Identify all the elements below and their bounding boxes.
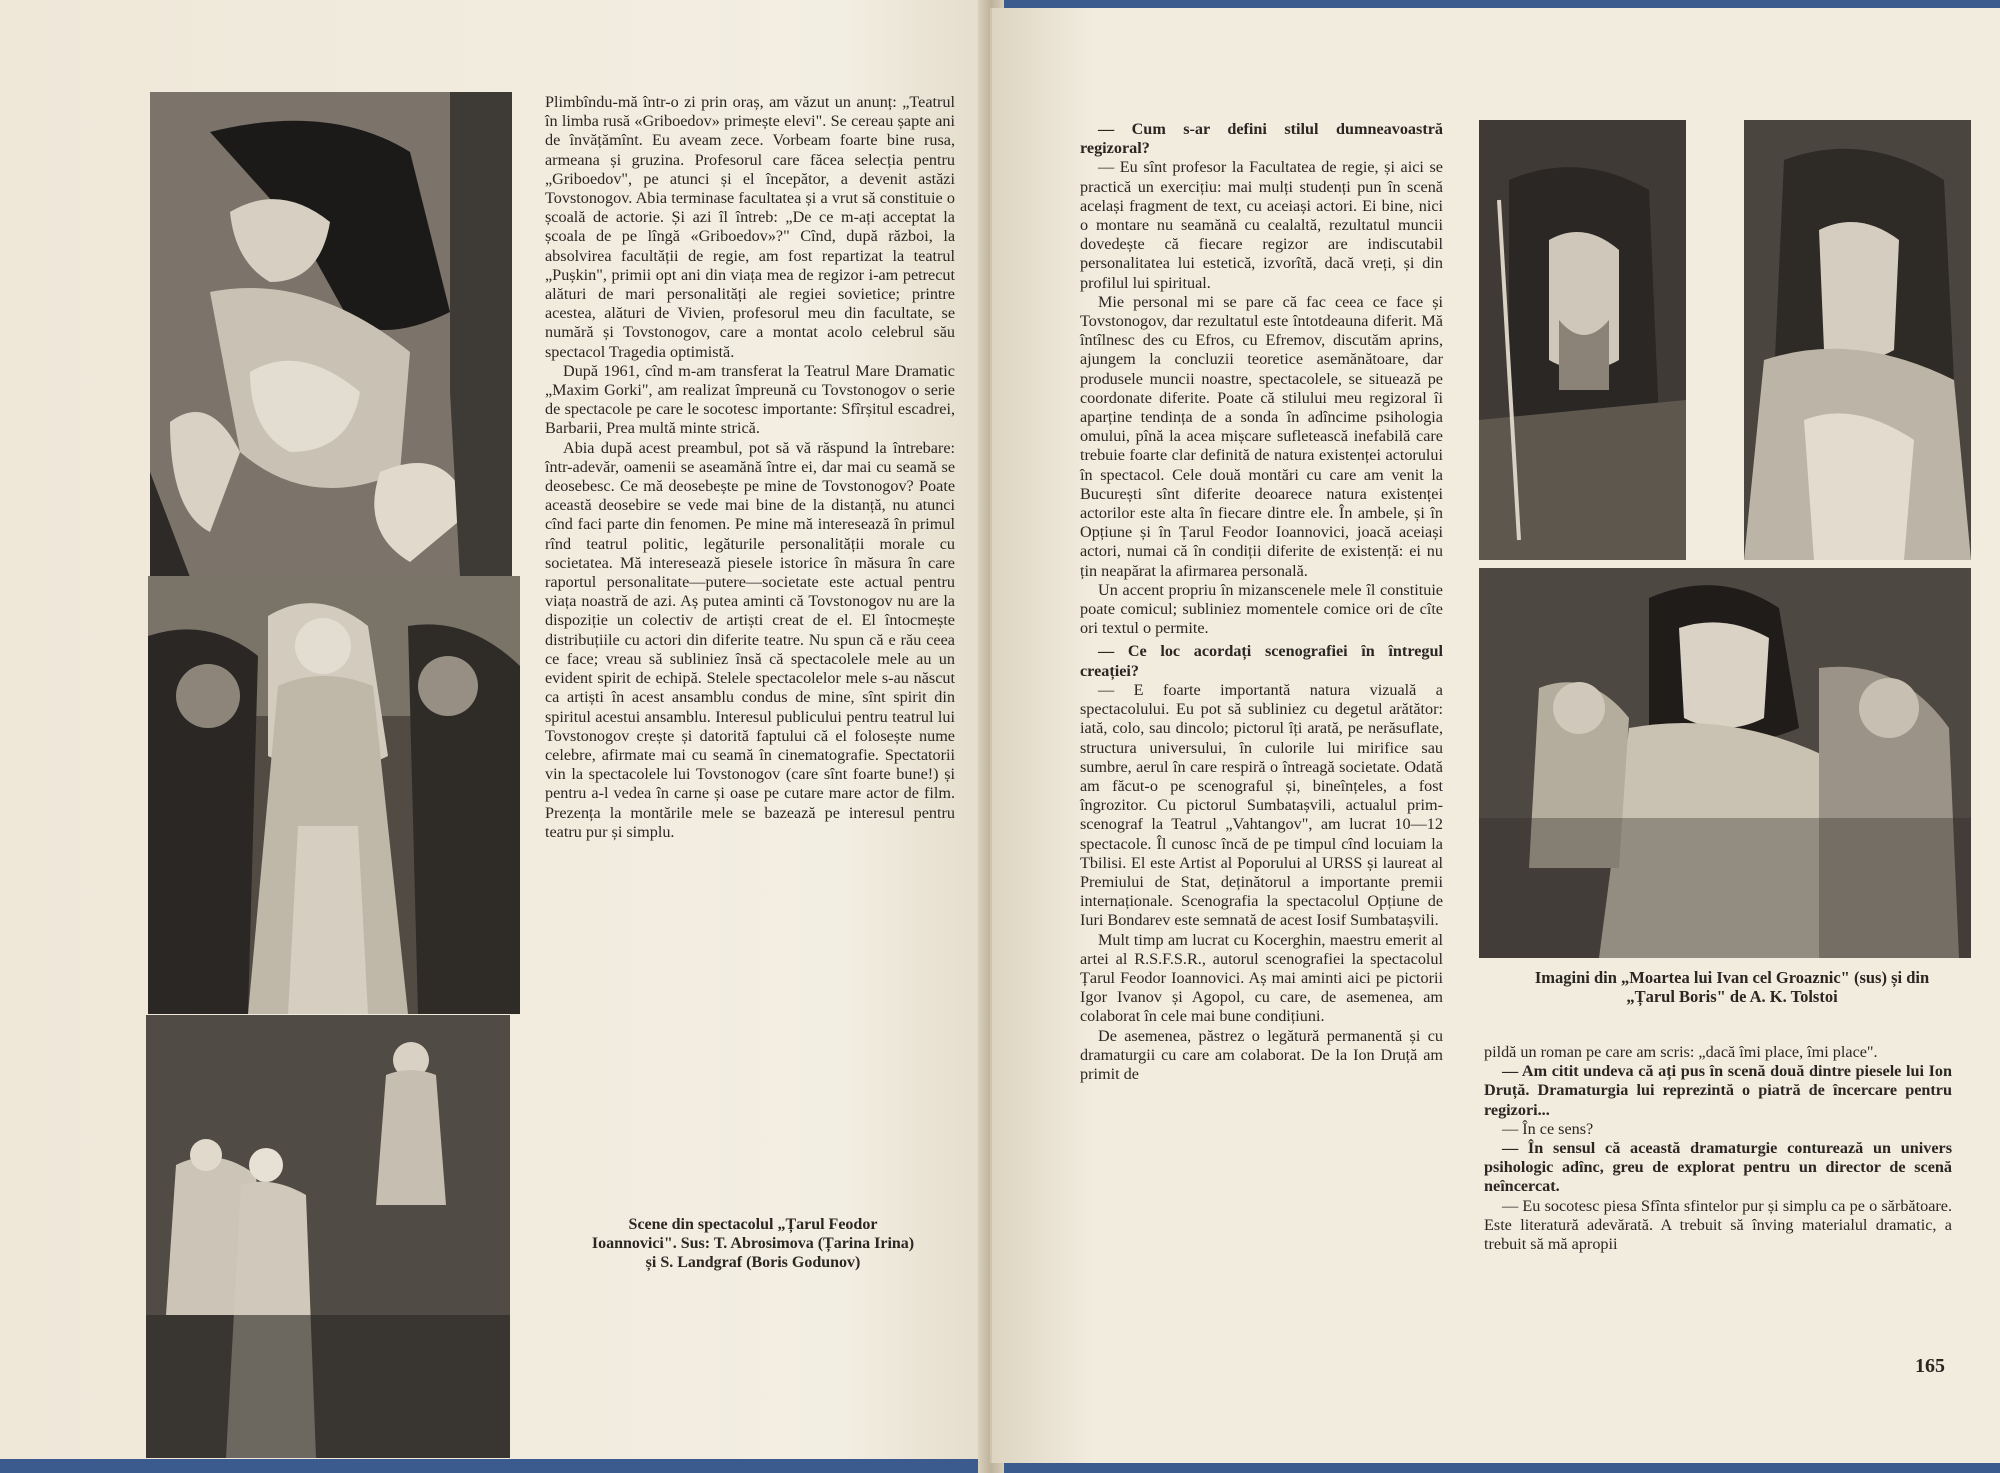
photo-scene-group [148, 576, 520, 1014]
right-column-1 [1080, 120, 1443, 1084]
right-column-2 [1484, 1043, 1952, 1254]
left-photo-caption: Scene din spectacolul „Țarul Feodor Ioannovici". Sus: T. Abrosimova (Țarina Irina) și S. Landgraf (Boris Godunov) [591, 1216, 915, 1271]
page-number: 165 [1915, 1355, 1945, 1377]
answer-sense: — În sensul că această dramaturgie conturează un univers psihologic adînc, greu de explorat pentru un director de scenă neîncercat. [1484, 1139, 1952, 1196]
photo-ivan-portrait-1 [1479, 120, 1686, 560]
cover-edge [0, 1459, 990, 1473]
left-paragraph-1: Plimbîndu-mă într-o zi prin oraș, am văzut un anunț: „Teatrul în limba rusă «Griboedov» primește elevi". Se cereau șapte ani de învățămînt. Eu aveam zece. Vorbeam foarte bine rusa, armeana și gruzina. Profesorul care făcea selecția pentru „Griboedov", pe atunci și el începător, a devenit astăzi Tovstonogov. Abia terminase facultatea și a vrut să constituie o școală de actorie. Și azi îl întreb: „De ce m-ați acceptat la școala de pe lîngă «Griboedov»?" Cînd, după război, la absolvirea facultății de regie, am fost repartizat la teatrul „Pușkin", primii opt ani din viața mea de regizor i-am petrecut alături de mari personalități ale regiei sovietice; printre acestea, alături de Vivien, profesorul meu din facultate, se numără și Tovstonogov, care a montat acolo celebrul său spectacol Tragedia optimistă. [545, 93, 955, 361]
question-style: — Cum s-ar defini stilul dumneavoastră regizoral? [1080, 120, 1443, 158]
answer-style: — Eu sînt profesor la Facultatea de regie, și aici se practică un exercițiu: mai mulți studenți pun în scenă același fragment de text, cu aceiași actori. Ei bine, nici o montare nu seamănă cu cealaltă, rezultatul muncii dovedește că fiecare regizor are indiscutabil personalitatea lui estetică, izvorîtă, dacă vreți, și din profilul lui spiritual. [1080, 158, 1443, 292]
paragraph-roman: pildă un roman pe care am scris: „dacă îmi place, îmi place". [1484, 1043, 1878, 1061]
photo-scene-stage [146, 1015, 510, 1458]
paragraph-style: Mie personal mi se pare că fac ceea ce face și Tovstonogov, dar rezultatul este întotdeauna diferit. Mă întîlnesc des cu Efros, cu Efremov, discutăm aprins, ajungem la concluzii teoretice asemănătoare, dar produsele muncii noastre, spectacolele, se situează pe coordonate diferite. Poate că stilului meu regizoral îi aparține tendința de a sonda în adîncime psihologia omului, pînă la acea mișcare sufletească inefabilă care trebuie foarte clar definită de natura existenței actorului în spectacol. Cele două montări cu care am venit la București sînt diferite deoarece natura existenței actorilor este alta în fiecare dintre ele. În ambele, și în Opțiune și în Țarul Feodor Ioannovici, joacă aceiași actori, numai că în condiții diferite de existență: ei nu țin neapărat la afirmarea personală. [1080, 292, 1443, 580]
question-sense: — În ce sens? [1502, 1119, 1594, 1138]
question-scenography: — Ce loc acordați scenografiei în întregul creației? [1080, 642, 1443, 680]
paragraph-kocerghin: Mult timp am lucrat cu Kocerghin, maestru emerit al artei al R.S.F.S.R., autorul scenografiei la spectacolul Țarul Feodor Ioannovici. Aș mai aminti aici pe pictorii Igor Ivanov și Agopol, cu care, de asemenea, am colaborat în cele mai bune condițiuni. [1080, 930, 1443, 1026]
answer-scenography: — E foarte importantă natura vizuală a spectacolului. Eu pot să subliniez cu degetul arătător: iată, colo, sau dincolo; pictorul îți arată, pe nerăsuflate, structura universului, în culorile lui mirifice sau sumbre, aerul în care respiră o întreagă societate. Odată am făcut-o pe scenograful și, bineînțeles, a fost îngrozitor. Cu pictorul Sumbatașvili, actualul prim-scenograf la Teatrul „Vahtangov", am lucrat 10—12 spectacole. Îl cunosc încă de pe timpul cînd locuiam la Tbilisi. El este Artist al Poporului al URSS și laureat al Premiului de Stat, deținătorul a importante premii internaționale. Scenografia la spectacolul Opțiune de Iuri Bondarev este semnată de acest Iosif Sumbatașvili. [1080, 680, 1443, 930]
question-druta: — Am citit undeva că ați pus în scenă două dintre piesele lui Ion Druță. Dramaturgia lui reprezintă o piatră de încercare pentru regizori... [1484, 1062, 1952, 1119]
photo-scene-embrace [150, 92, 512, 577]
left-paragraph-3: Abia după acest preambul, pot să vă răspund la întrebare: într-adevăr, oamenii se aseamănă între ei, dar mai cu seamă se deosebesc. Ce mă deosebește pe mine de Tovstonogov? Poate această deosebire se vede mai bine de la distanță, nu atunci cînd faci parte din fenomen. Pe mine mă interesează în primul rînd teatrul politic, legăturile personalității morale cu societatea. Mă interesează piesele istorice în măsura în care raportul personalitate—putere—societate este actual pentru viața noastră de azi. Aș putea aminti că Tovstonogov nu are la dispoziție un colectiv de artiști creat de el. El întocmește distribuțiile cu actori din diferite teatre. Nu spun că e rău ceea ce face; vreau să subliniez însă că spectacolele mele au un evident spirit de echipă. Stelele spectacolelor mele s-au născut ca artiști în acest ansamblu condus de mine, sînt spirit din spiritul acestui ansamblu. Interesul publicului pentru teatrul lui Tovstonogov crește și datorită faptului că el folosește nume celebre, afirmate mai cu seamă în cinematografie. Spectatorii vin la spectacolele lui Tovstonogov (care sînt foarte bune!) și pentru a-l vedea în carne și oase pe cutare mare actor de film. Prezența la montările mele se bazează pe interesul pentru teatru pur și simplu. [545, 438, 955, 841]
left-page [0, 0, 990, 1473]
right-page [990, 8, 2000, 1463]
paragraph-druta: De asemenea, păstrez o legătură permanentă și cu dramaturgii cu care am colaborat. De la Ion Druță am primit de [1080, 1026, 1443, 1083]
right-photo-caption: Imagini din „Moartea lui Ivan cel Groaznic" (sus) și din „Țarul Boris" de A. K. Tolstoi [1534, 968, 1930, 1006]
photo-tsar-boris-scene [1479, 568, 1971, 958]
left-article-text [545, 93, 955, 842]
photo-ivan-portrait-2 [1744, 120, 1971, 560]
paragraph-sfinta: — Eu socotesc piesa Sfînta sfintelor pur și simplu ca pe o sărbătoare. Este literatură adevărată. A trebuit să înving materialul dramatic, a trebuit să mă apropii [1484, 1196, 1952, 1254]
paragraph-comic: Un accent propriu în mizanscenele mele îl constituie poate comicul; subliniez momentele comice ori de cîte ori textul o permite. [1080, 580, 1443, 638]
left-paragraph-2: După 1961, cînd m-am transferat la Teatrul Mare Dramatic „Maxim Gorki", am realizat împreună cu Tovstonogov o serie de spectacole pe care le socotesc importante: Sfîrșitul escadrei, Barbarii, Prea multă minte strică. [545, 361, 955, 438]
